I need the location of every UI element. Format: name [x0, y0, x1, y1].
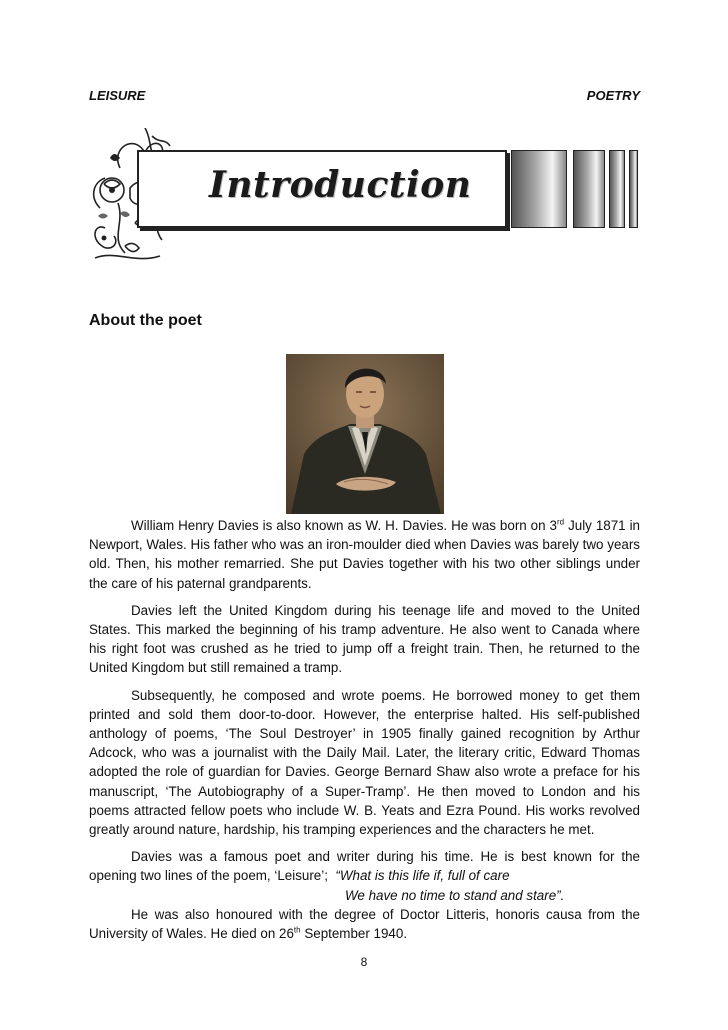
page-number: 8	[360, 955, 368, 969]
poet-portrait	[286, 354, 444, 514]
intro-banner	[90, 128, 638, 268]
bio-paragraph-travels: Davies left the United Kingdom during his teenage life and moved to the United States. This marked the beginning of his tramp adventure. He also went to Canada where his right foot was crushed as he tried to jump off a freight train. Then, he returned to the United Kingdom but still remained a tramp.	[89, 602, 640, 676]
section-title: Introduction	[209, 164, 472, 206]
decorative-bar	[511, 150, 567, 228]
quote-line-2: We have no time to stand and stare”.	[345, 887, 565, 903]
bio-paragraph-famous-lines: Davies was a famous poet and writer during his time. He is best known for the opening two lines of the poem, ‘Leisure’; “What is this life if, full of care We have no time to stand and stare”.	[89, 847, 640, 905]
bio-paragraph-birth: William Henry Davies is also known as W. H. Davies. He was born on 3rd July 1871 in Newport, Wales. His father who was an iron-moulder died when Davies was barely two years old. Then, his mother remarried. She put Davies together with his two other siblings under the care of his paternal grandparents.	[89, 517, 640, 591]
poet-biography	[89, 516, 640, 951]
title-frame	[137, 150, 507, 228]
section-heading: About the poet	[89, 312, 202, 329]
bio-paragraph-honours: He was also honoured with the degree of Doctor Litteris, honoris causa from the University of Wales. He died on 26th September 1940.	[89, 906, 640, 942]
header-topic: LEISURE	[89, 88, 146, 103]
header-genre: POETRY	[586, 88, 640, 103]
decorative-bar	[629, 150, 638, 228]
bio-paragraph-career: Subsequently, he composed and wrote poems. He borrowed money to get them printed and sold them door-to-door. However, the enterprise halted. His self-published anthology of poems, ‘The Soul Destroyer’ in 1905 finally gained recognition by Arthur Adcock, who was a journalist with the Daily Mail. Later, the literary critic, Edward Thomas adopted the role of guardian for Davies. George Bernard Shaw also wrote a preface for his manuscript, ‘The Autobiography of a Super-Tramp’. He then moved to London and his poems attracted fellow poets who include W. B. Yeats and Ezra Pound. His works revolved greatly around nature, hardship, his tramping experiences and the characters he met.	[89, 687, 640, 838]
decorative-bar	[609, 150, 625, 228]
quote-line-1: “What is this life if, full of care	[335, 868, 510, 884]
decorative-bar	[573, 150, 605, 228]
